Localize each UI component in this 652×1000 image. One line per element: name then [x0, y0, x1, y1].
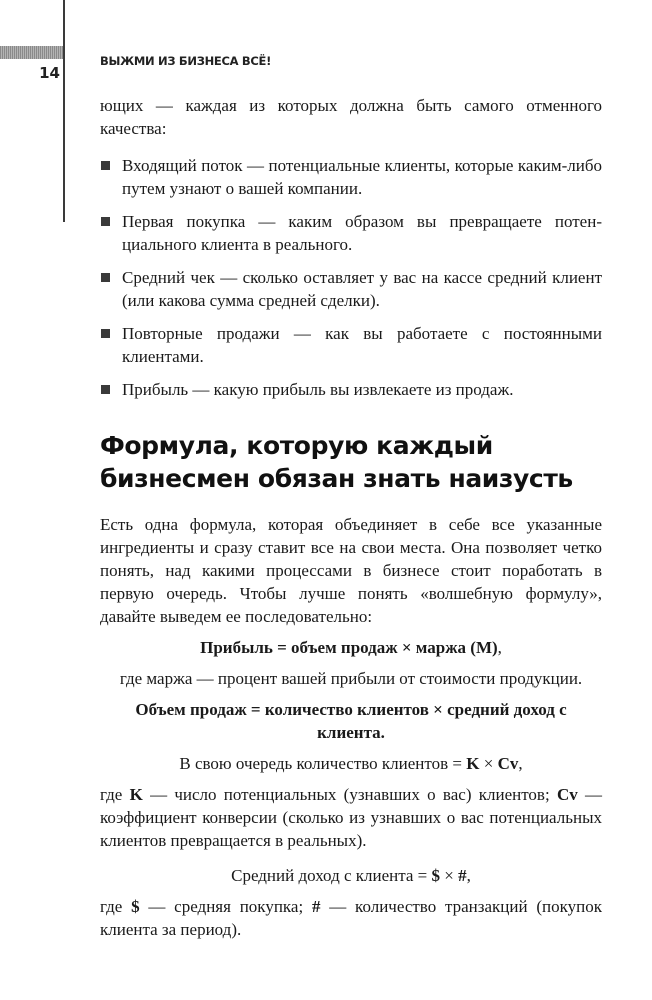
margin-rule [63, 0, 65, 222]
k-description: — число потенциальных (узнавших о вас) клиентов; [142, 785, 557, 804]
k-cv-definition [100, 783, 602, 852]
page-number: 14 [39, 64, 60, 82]
formula-income-suffix: , [466, 866, 471, 885]
margin-note: где маржа — процент вашей прибыли от стоимости продукции. [119, 669, 583, 688]
hash-description: — количество транзакций (покупок клиента за период). [100, 897, 602, 939]
where-word-2: где [100, 897, 132, 916]
square-bullet-icon [101, 329, 110, 338]
section-heading: Формула, которую каждый бизнесмен обязан знать наизусть [100, 431, 573, 493]
header-bar-decoration [0, 46, 63, 59]
formula-clients-times: × [479, 754, 498, 773]
formula-profit-trail: , [497, 638, 502, 657]
formula-clients-prefix: В свою очередь количество клиентов = [179, 754, 467, 773]
list-item [100, 378, 602, 401]
running-head: ВЫЖМИ ИЗ БИЗНЕСА ВСЁ! [100, 54, 272, 68]
list-item [100, 154, 602, 200]
formula-clients-cv: Cv [497, 754, 519, 773]
formula-profit-text: Прибыль = объем продаж × маржа (М) [200, 638, 498, 657]
bullet-list [100, 154, 602, 401]
list-item [100, 266, 602, 312]
formula-income [100, 864, 602, 887]
where-word: где [100, 785, 130, 804]
dollar-label: $ [131, 897, 140, 916]
formula-income-dollar: $ [431, 866, 441, 885]
k-label: K [129, 785, 143, 804]
formula-income-prefix: Средний доход с клиента = [231, 866, 432, 885]
dollar-description: — средняя покупка; [139, 897, 312, 916]
list-item-text: Первая покупка — каким образом вы превращаете потенциального клиента в реального. [122, 212, 602, 254]
formula-income-times: × [440, 866, 459, 885]
list-item-text: Средний чек — сколько оставляет у вас на кассе средний клиент (или какова сумма средней сделки). [122, 268, 602, 310]
cv-label: Cv [556, 785, 578, 804]
section-paragraph: Есть одна формула, которая объединяет в себе все указанные ингредиенты и сразу ставит все на свои места. Она позволяет четко понять, над какими процессами в бизнесе стоит поработать в первую очередь. Чтобы лучше понять «волшебную формулу», давайте выведем ее последовательно: [100, 515, 602, 626]
cv-description: — коэффициент конверсии (сколько из узнавших о вас потенциальных клиентов превращается в реальных). [100, 785, 602, 850]
intro-continuation: ющих — каждая из которых должна быть самого отменного качества: [100, 96, 602, 138]
page-content [100, 94, 602, 941]
list-item-text: Входящий поток — потенциальные клиенты, которые каким-либо путем узнают о вашей компании. [122, 156, 602, 198]
formula-volume: Объем продаж = количество клиентов × средний доход с клиента. [135, 700, 567, 742]
list-item-text: Повторные продажи — как вы работаете с постоянными клиентами. [122, 324, 602, 366]
square-bullet-icon [101, 161, 110, 170]
square-bullet-icon [101, 217, 110, 226]
square-bullet-icon [101, 273, 110, 282]
formula-clients [100, 752, 602, 775]
formula-income-hash: # [458, 866, 467, 885]
formula-clients-k: K [466, 754, 480, 773]
dollar-hash-definition [100, 895, 602, 941]
list-item-text: Прибыль — какую прибыль вы извлекаете из продаж. [122, 380, 514, 399]
formula-clients-suffix: , [518, 754, 523, 773]
hash-label: # [311, 897, 321, 916]
square-bullet-icon [101, 385, 110, 394]
list-item [100, 322, 602, 368]
formula-profit [100, 636, 602, 659]
list-item [100, 210, 602, 256]
